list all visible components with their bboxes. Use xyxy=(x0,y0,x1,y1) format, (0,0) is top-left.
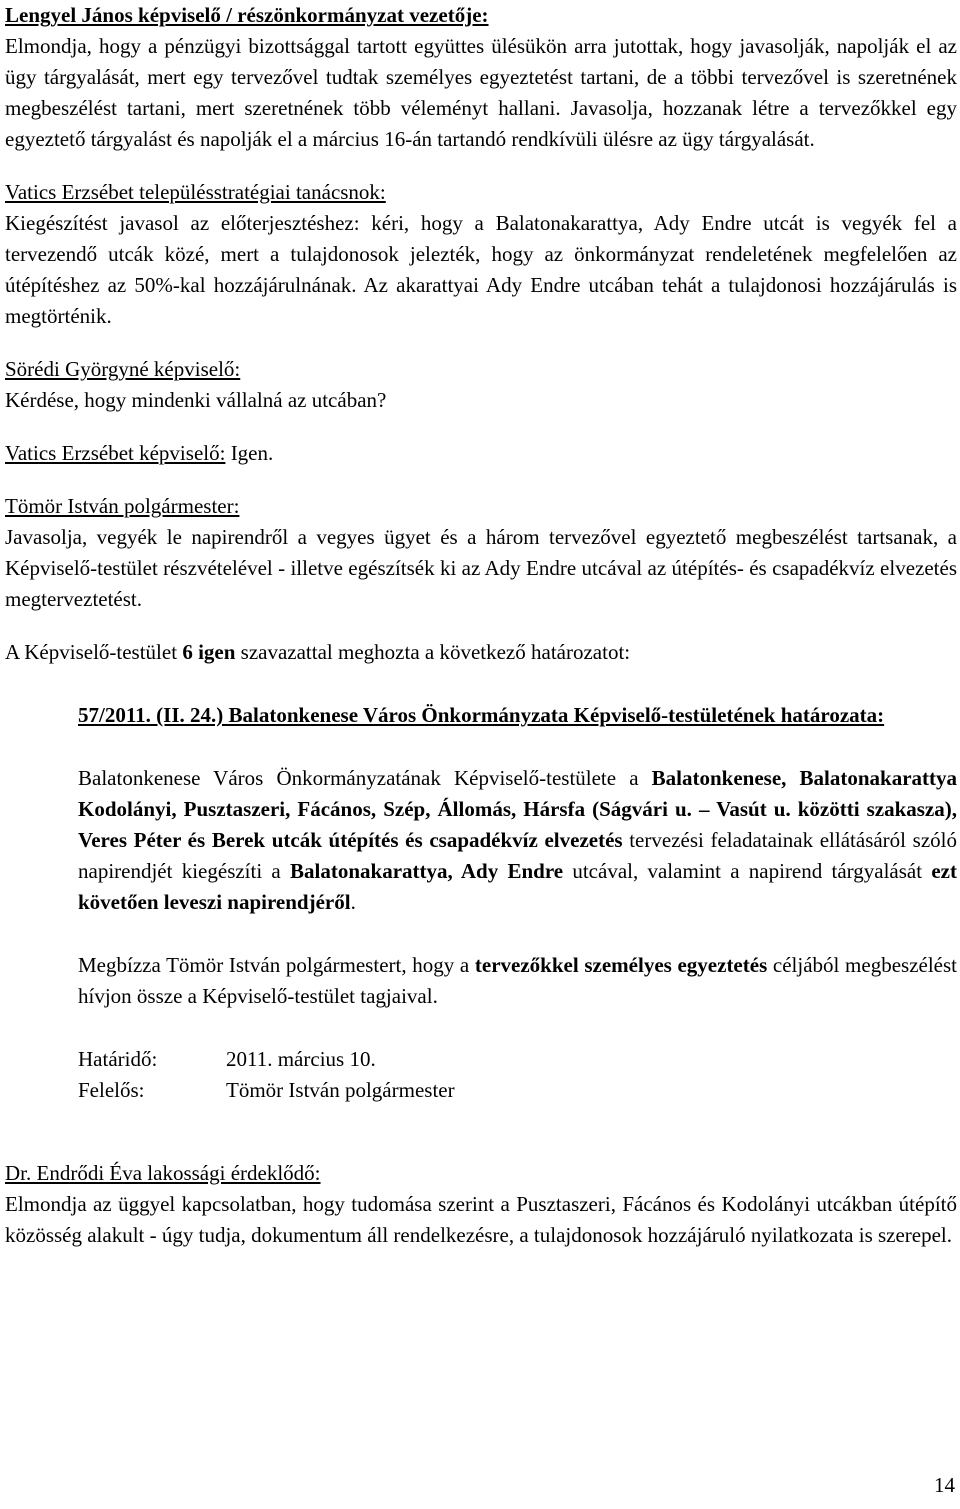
vote-count: 6 igen xyxy=(182,640,236,664)
res-text: céljából megbeszélést hívjon össze a Képviselő-testület tagjaival. xyxy=(78,953,957,1008)
speech-tomor xyxy=(5,491,957,615)
vote-text-after: szavazattal meghozta a következő határozatot: xyxy=(235,640,631,664)
speaker-name: Lengyel János képviselő / részönkormányzat vezetője: xyxy=(5,3,489,27)
deadline-row xyxy=(78,1044,957,1075)
res-text: Balatonkenese Város Önkormányzatának Képviselő-testülete a xyxy=(78,766,652,790)
speaker-name: Vatics Erzsébet képviselő: xyxy=(5,441,226,465)
speech-text: Kérdése, hogy mindenki vállalná az utcában? xyxy=(5,388,387,412)
resolution-block xyxy=(78,700,957,1106)
page-number: 14 xyxy=(934,1473,955,1497)
resolution-title: 57/2011. (II. 24.) Balatonkenese Város Önkormányzata Képviselő-testületének határozata: xyxy=(78,703,885,727)
vote-text-before: A Képviselő-testület xyxy=(5,640,183,664)
res-bold-text: ezt követően leveszi napirendjéről xyxy=(78,859,957,914)
responsible-label: Felelős: xyxy=(78,1078,145,1102)
deadline-label: Határidő: xyxy=(78,1047,158,1071)
res-text: . xyxy=(350,890,356,914)
speech-vatics-1 xyxy=(5,177,957,332)
resolution-paragraph-2 xyxy=(78,950,957,1012)
responsible-value: Tömör István polgármester xyxy=(226,1078,455,1102)
deadline-value: 2011. március 10. xyxy=(226,1047,376,1071)
res-bold-text: tervezőkkel személyes egyeztetés xyxy=(474,953,768,977)
res-bold-text: Balatonkenese, Balatonakarattya Kodolányi, Pusztaszeri, Fácános, Szép, Állomás, Hársfa (Ságvári u. – Vasút u. közötti szakasza), Veres Péter és Berek utcák útépítés és csapadékvíz elvezetés xyxy=(78,766,958,852)
speech-endrodi xyxy=(5,1158,957,1251)
speech-soredi xyxy=(5,354,957,416)
vote-result xyxy=(5,637,957,668)
speech-text: Kiegészítést javasol az előterjesztéshez: kéri, hogy a Balatonakarattya, Ady Endre utcát is vegyék fel a tervezendő utcák közé, mert a tulajdonosok jelezték, hogy az önkormányzat rendeletének megfelelően az útépítéshez az 50%-kal hozzájárulnának. Az akarattyai Ady Endre utcában tehát a tulajdonosi hozzájárulás is megtörténik. xyxy=(5,211,957,328)
document-page xyxy=(5,0,957,1251)
speaker-name: Sörédi Györgyné képviselő: xyxy=(5,357,241,381)
speech-text: Igen. xyxy=(225,441,274,465)
speaker-name: Dr. Endrődi Éva lakossági érdeklődő: xyxy=(5,1161,321,1185)
res-text: Megbízza Tömör István polgármestert, hogy a xyxy=(78,953,475,977)
speech-lengyel xyxy=(5,0,957,155)
speaker-name: Tömör István polgármester: xyxy=(5,494,240,518)
responsible-row xyxy=(78,1075,957,1106)
res-text: tervezési feladatainak ellátásáról szóló napirendjét kiegészíti a xyxy=(78,828,957,883)
speaker-name: Vatics Erzsébet településstratégiai tanácsnok: xyxy=(5,180,386,204)
res-text: utcával, valamint a napirend tárgyalását xyxy=(563,859,932,883)
speech-text: Elmondja az üggyel kapcsolatban, hogy tudomása szerint a Pusztaszeri, Fácános és Kodolányi utcákban útépítő közösség alakult - úgy tudja, dokumentum áll rendelkezésre, a tulajdonosok hozzájáruló nyilatkozata is szerepel. xyxy=(5,1192,957,1247)
resolution-paragraph-1 xyxy=(78,763,957,918)
res-bold-text: Balatonakarattya, Ady Endre xyxy=(290,859,564,883)
speech-text: Elmondja, hogy a pénzügyi bizottsággal tartott együttes ülésükön arra jutottak, hogy javasolják, napolják el az ügy tárgyalását, mert egy tervezővel tudtak személyes egyeztetést tartani, de a többi tervezővel is szeretnének megbeszélést tartani, mert szeretnének több véleményt hallani. Javasolja, hozzanak létre a tervezőkkel egy egyeztető tárgyalást és napolják el a március 16-án tartandó rendkívüli ülésre az ügy tárgyalását. xyxy=(5,34,957,151)
speech-vatics-2 xyxy=(5,438,957,469)
speech-text: Javasolja, vegyék le napirendről a vegyes ügyet és a három tervezővel egyeztető megbeszélést tartsanak, a Képviselő-testület részvételével - illetve egészítsék ki az Ady Endre utcával az útépítés- és csapadékvíz elvezetés megterveztetést. xyxy=(5,525,957,611)
